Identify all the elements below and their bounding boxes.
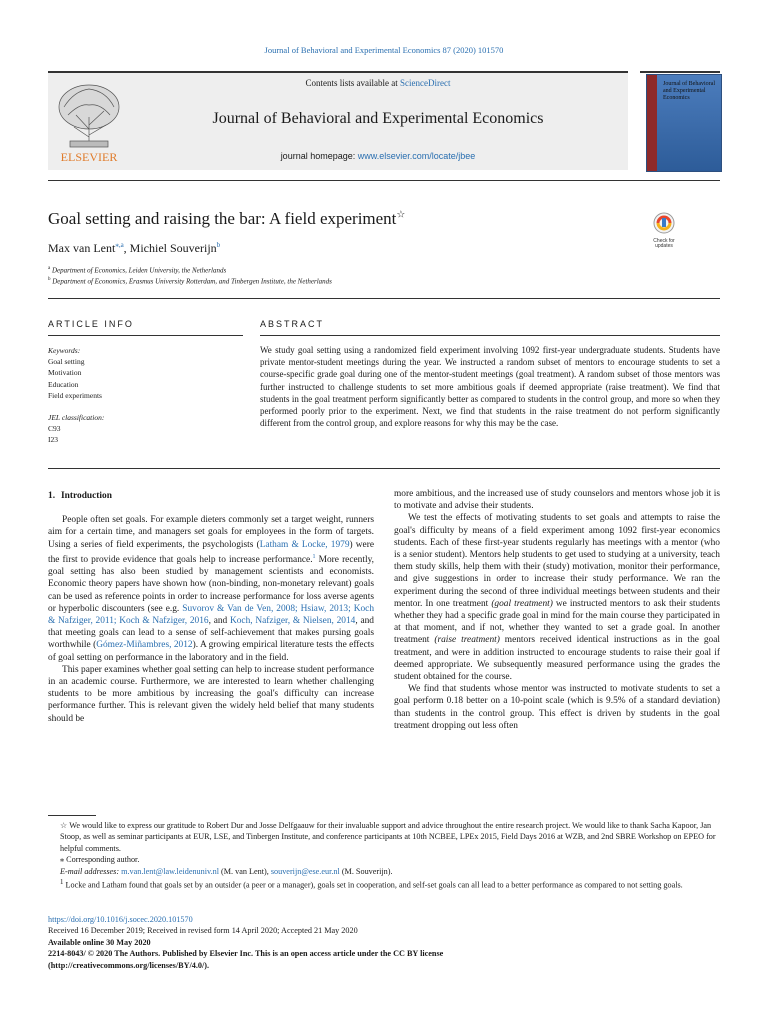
header-divider [48,180,720,181]
abstract-divider [260,335,720,336]
jel-item: I23 [48,435,58,445]
citation-link[interactable]: Gómez-Miñambres, 2012 [96,640,193,651]
footnote-mark: ☆ [60,821,68,830]
affiliation-divider [48,298,720,299]
affiliation-mark: a [48,266,51,271]
citation-link[interactable]: Suvorov & Van de Ven, 2008; Hsiaw, 2013; Koch & Nafziger, 2011; Koch & Nafziger, 2016 [48,603,375,626]
body-column-right [394,488,720,732]
sciencedirect-link[interactable]: ScienceDirect [400,78,451,88]
keyword-item: Field experiments [48,390,102,400]
article-info-heading: ARTICLE INFO [48,319,134,329]
author-marks[interactable]: b [216,241,221,249]
title-footnote-mark[interactable]: ☆ [396,209,406,221]
body-column-left [48,490,374,725]
author-name[interactable]: Michiel Souverijn [129,241,217,255]
paragraph: This paper examines whether goal setting can help to increase student performance in an academic course. Furthermore, we are interested to learn whether challenging students to be more ambitious by increasing the goal's difficulty can increase performance further. This is relevant given the widely held belief that many students should be [48,664,374,724]
affiliation-mark: b [48,277,51,282]
paragraph: We find that students whose mentor was instructed to motivate students to set a goal perform 0.18 better on a 10-point scale (which is 9.5% of a standard deviation) than students in the control group. This effect is driven by students in the goal treatment dropping out less often [394,684,720,731]
elsevier-logo [50,77,128,165]
article-title [48,209,405,229]
abstract-bottom-divider [48,468,720,469]
author-separator: , [123,241,130,255]
section-heading-introduction [48,490,374,502]
keyword-item: Motivation [48,368,82,378]
check-updates-icon [653,212,675,234]
publication-info [48,914,720,971]
cover-spine [647,75,657,171]
footnote-mark: ⁎ [60,855,65,865]
abstract-text: We study goal setting using a randomized field experiment involving 1092 first-year undergraduate students. Students have private mentor-student meetings during the year. We instructed a random subset of mentors to encourage students to set a course-specific grade goal during one of the mentor-student meetings (goal treatment). A random subset of those mentors was further instructed to challenge students to set more ambitious goals if deemed appropriate (raise treatment). We find that students in the goal treatment perform significantly better as compared to students in the control group, and more so when they performed poorly prior to the experiment. Next, we find that students in the raise treatment do not perform significantly different from the control group, and explore reasons for why this may be the case. [260,345,720,429]
header-rule-right [640,71,720,73]
article-title-text: Goal setting and raising the bar: A field experiment [48,209,397,228]
check-for-updates-button[interactable] [646,212,682,248]
author-list [48,241,220,256]
abstract-heading: ABSTRACT [260,319,325,329]
journal-citation[interactable]: Journal of Behavioral and Experimental Economics 87 (2020) 101570 [264,45,504,55]
keywords-label: Keywords: [48,346,81,355]
footnote-1: $^1$ Locke and Latham found that goals set by an outsider (a peer or a manager), goals set in cooperation, and self-set goals can all lead to a better performance as compared to not setting goals. [60,879,683,890]
author-name[interactable]: Max van Lent [48,241,116,255]
keyword-item: Education [48,379,79,389]
keyword-item: Goal setting [48,357,85,367]
email-link[interactable]: souverijn@ese.eur.nl [270,866,340,876]
section-title: Introduction [61,491,112,501]
doi-link[interactable]: https://doi.org/10.1016/j.socec.2020.101570 [48,915,193,924]
footnote-emails: E-mail addresses: m.van.lent@law.leidenuniv.nl (M. van Lent), souverijn@ese.eur.nl (M. Souverijn). [60,866,393,876]
paragraph: People often set goals. For example dieters commonly set a target weight, runners aim for a certain time, and managers set goals for employees in the form of targets. Using a series of field experiments, the psychologists (Latham & Locke, 1979) were the first to provide evidence that goals help to increase performance.$^1$ More recently, goal setting has also been studied by management scientists and economists. Economic theory papers have shown how (non-binding, non-monetary relevant) goals can be used as reference points in order to increase performance for loss averse agents or hyperbolic discounters (see e.g. Suvorov & Van de Ven, 2008; Hsiaw, 2013; Koch & Nafziger, 2011; Koch & Nafziger, 2016, and Koch, Nafziger, & Nielsen, 2014, and that meeting goals can lead to a sense of self-achievement that makes pursing goals worthwhile (Gómez-Miñambres, 2012). A growing empirical literature tests the effects of goal setting on performance in the laboratory and in the field. [48,515,375,663]
jel-label: JEL classification: [48,413,105,423]
check-updates-label: Check for updates [653,238,675,249]
journal-homepage [128,151,628,161]
footnotes-block [48,820,720,891]
affiliation-b [48,277,332,285]
article-info-divider [48,335,243,336]
footnote-link[interactable]: 1 [312,553,316,560]
homepage-prefix: journal homepage: [280,151,358,161]
journal-name: Journal of Behavioral and Experimental Economics [212,110,544,127]
elsevier-wordmark: ELSEVIER [60,150,118,164]
jel-item: C93 [48,424,61,434]
contents-prefix: Contents lists available at [305,78,400,88]
email-link[interactable]: m.van.lent@law.leidenuniv.nl [121,866,219,876]
affiliation-text: Department of Economics, Erasmus University Rotterdam, and Tinbergen Institute, the Netherlands [52,277,332,286]
contents-line [128,78,628,88]
received-dates: Received 16 December 2019; Received in revised form 14 April 2020; Accepted 21 May 2020 [48,926,358,936]
cover-title: Journal of Behavioral and Experimental Economics [663,81,715,101]
license-url[interactable]: (http://creativecommons.org/licenses/BY/4.0/). [48,960,210,970]
license-statement: 2214-8043/ © 2020 The Authors. Published by Elsevier Inc. This is an open access article under the CC BY license [48,949,444,959]
paragraph: more ambitious, and the increased use of study counselors and mentors whose job it is to motivate and advise their students. [394,489,720,512]
footnote-corresponding: ⁎ Corresponding author. [60,855,140,865]
keywords-block [48,345,104,446]
citation-link[interactable]: Koch, Nafziger, & Nielsen, 2014 [229,615,356,626]
footnote-divider [48,815,96,816]
available-online: Available online 30 May 2020 [48,937,151,947]
affiliation-a [48,266,226,274]
journal-cover-thumbnail[interactable] [646,74,722,172]
paragraph: We test the effects of motivating students to set goals and attempts to raise the goal's difficulty by means of a field experiment among 1092 first-year economics students. Each of these first-year students regularly has meetings with a mentor (who is a senior student). Mentors help students to get used to studying at a university, teach them study skills, help them with their (study) motivation, monitor their performance, and give suggestions in order to increase their study performance. We ran the experiment during the second of three individual meetings between students and their mentor. In one treatment (goal treatment) we instructed mentors to ask their students whether they had a specific grade goal in mind for the main course they participated in at that moment, and if not, whether they wanted to set a grade goal. In another treatment (raise treatment) mentors received identical instructions as in the goal treatment, and were in addition instructed to encourage students to raise their goal if deemed appropriate. We subsequently measured performance using the grades the student obtained for the course. [394,513,721,683]
homepage-link[interactable]: www.elsevier.com/locate/jbee [357,151,476,161]
footnote-acknowledgement: ☆ We would like to express our gratitude to Robert Dur and Josse Delfgaauw for their invaluable support and advice throughout the entire research project. We would like to thank Sacha Kapoor, Jan Stoop, as well as seminar participants at EUR, LSE, and Tinbergen Institute, and conference participants at 10th NCBEE, LPEx 2015, Field Days 2016 at WZB, and 2nd SBRE Workshop on EPEO for helpful comments. [60,821,716,853]
affiliation-text: Department of Economics, Leiden University, the Netherlands [51,266,227,275]
citation-link[interactable]: Latham & Locke, 1979 [259,539,350,550]
footnote-mark: 1 [60,879,64,887]
author-marks[interactable]: ⁎,a [115,241,124,249]
section-number: 1. [48,491,56,501]
